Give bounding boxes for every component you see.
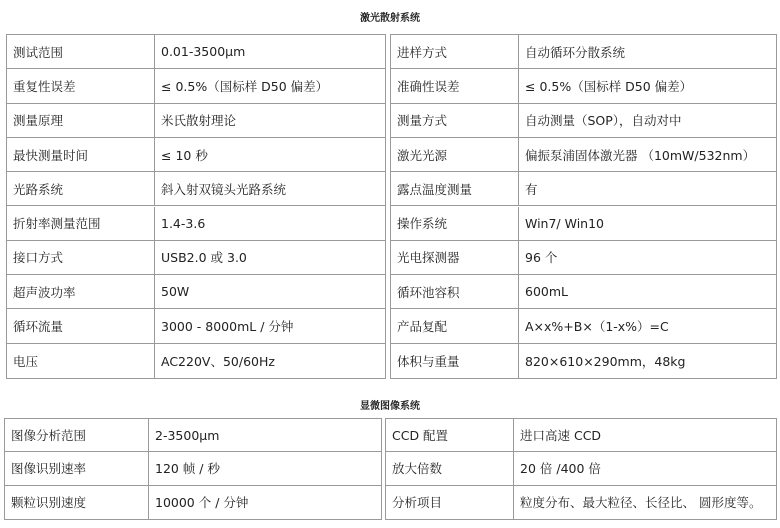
spec-label: 光电探测器	[391, 241, 519, 274]
spec-value: USB2.0 或 3.0	[161, 250, 247, 266]
spec-value: 自动循环分散系统	[525, 44, 626, 60]
spec-value: ≤ 10 秒	[161, 147, 208, 163]
table-row	[391, 104, 776, 138]
spec-label: 测量原理	[7, 104, 155, 137]
spec-label: 电压	[7, 344, 155, 378]
table-row	[5, 452, 381, 485]
laser-spec-table-right	[390, 34, 777, 379]
laser-spec-table-left	[6, 34, 386, 379]
spec-label: 图像分析范围	[5, 419, 149, 451]
microscope-spec-table-right	[385, 418, 777, 520]
spec-value: 偏振泵浦固体激光器 （10mW/532nm）	[525, 147, 756, 163]
spec-value: ≤ 0.5%（国标样 D50 偏差）	[161, 78, 329, 94]
table-row	[7, 241, 385, 275]
spec-label: 光路系统	[7, 172, 155, 205]
table-row	[391, 309, 776, 343]
spec-label: 激光光源	[391, 138, 519, 171]
table-row	[7, 275, 385, 309]
spec-value: 1.4-3.6	[161, 215, 206, 231]
table-row	[7, 207, 385, 241]
spec-label: 颗粒识别速度	[5, 486, 149, 519]
spec-value: 10000 个 / 分钟	[155, 495, 249, 511]
table-row	[5, 419, 381, 452]
spec-value: 3000 - 8000mL / 分钟	[161, 319, 294, 335]
spec-value: A×x%+B×（1-x%）=C	[525, 319, 669, 335]
spec-value: 0.01-3500μm	[161, 44, 246, 60]
spec-label: 放大倍数	[386, 452, 514, 484]
spec-label: 准确性误差	[391, 69, 519, 102]
spec-label: 接口方式	[7, 241, 155, 274]
spec-value: 有	[525, 181, 538, 197]
spec-label: CCD 配置	[386, 419, 514, 451]
table-row	[391, 344, 776, 378]
spec-value: 自动测量（SOP），自动对中	[525, 113, 682, 129]
spec-value: ≤ 0.5%（国标样 D50 偏差）	[525, 78, 693, 94]
spec-label: 进样方式	[391, 35, 519, 68]
spec-value: 600mL	[525, 284, 568, 300]
table-row	[391, 172, 776, 206]
table-row	[7, 309, 385, 343]
microscope-section-title: 显微图像系统	[360, 401, 420, 412]
table-row	[7, 344, 385, 378]
spec-label: 分析项目	[386, 486, 514, 519]
spec-value: 120 帧 / 秒	[155, 461, 220, 477]
laser-section-title: 激光散射系统	[360, 13, 420, 24]
table-row	[5, 486, 381, 519]
table-row	[391, 207, 776, 241]
table-row	[7, 104, 385, 138]
spec-label: 操作系统	[391, 207, 519, 240]
table-row	[391, 241, 776, 275]
spec-value: AC220V、50/60Hz	[161, 353, 275, 369]
spec-label: 重复性误差	[7, 69, 155, 102]
spec-label: 图像识别速率	[5, 452, 149, 484]
spec-value: 820×610×290mm，48kg	[525, 353, 686, 369]
table-row	[391, 138, 776, 172]
table-row	[7, 138, 385, 172]
spec-value: 96 个	[525, 250, 558, 266]
spec-value: 斜入射双镜头光路系统	[161, 181, 287, 197]
spec-label: 测试范围	[7, 35, 155, 68]
spec-label: 超声波功率	[7, 275, 155, 308]
table-row	[386, 419, 776, 452]
table-row	[7, 69, 385, 103]
table-row	[7, 35, 385, 69]
spec-value: Win7/ Win10	[525, 215, 605, 231]
table-row	[386, 486, 776, 519]
spec-value: 2-3500μm	[155, 427, 220, 443]
spec-value: 进口高速 CCD	[520, 428, 602, 444]
microscope-spec-table-left	[4, 418, 382, 520]
spec-value: 粒度分布、最大粒径、长径比、 圆形度等。	[520, 495, 762, 511]
spec-label: 露点温度测量	[391, 172, 519, 205]
spec-value: 20 倍 /400 倍	[520, 461, 601, 477]
table-row	[391, 35, 776, 69]
table-row	[7, 172, 385, 206]
table-row	[391, 69, 776, 103]
spec-label: 折射率测量范围	[7, 207, 155, 240]
spec-label: 产品复配	[391, 309, 519, 342]
spec-value: 米氏散射理论	[161, 113, 237, 129]
spec-label: 循环池容积	[391, 275, 519, 308]
table-row	[391, 275, 776, 309]
spec-label: 循环流量	[7, 309, 155, 342]
spec-label: 测量方式	[391, 104, 519, 137]
table-row	[386, 452, 776, 485]
spec-label: 最快测量时间	[7, 138, 155, 171]
spec-value: 50W	[161, 284, 190, 300]
spec-label: 体积与重量	[391, 344, 519, 378]
